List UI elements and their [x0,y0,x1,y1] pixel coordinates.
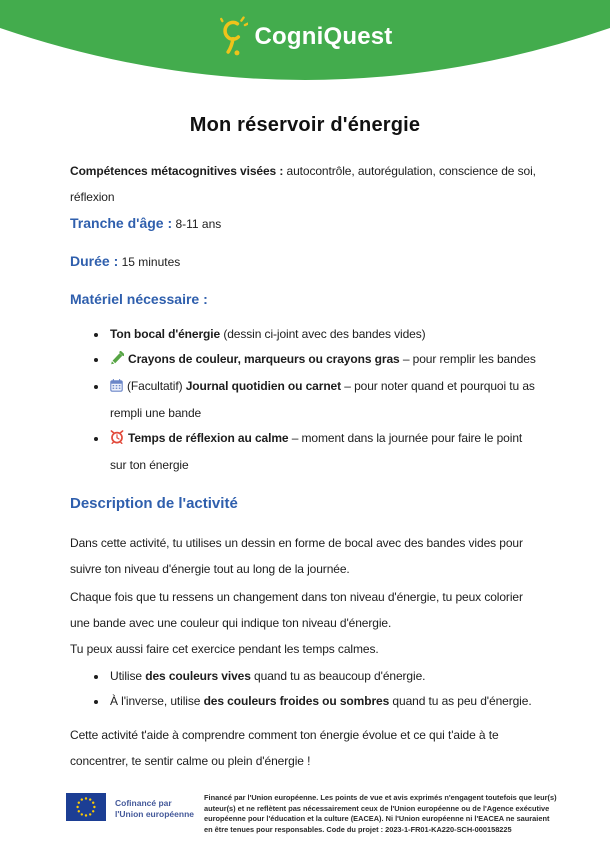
description-paragraph-2b: Tu peux aussi faire cet exercice pendant les temps calmes. [70,642,379,656]
tip-pre: Utilise [110,669,146,683]
material-item-journal [108,374,540,426]
disclaimer-text: Financé par l'Union européenne. Les points de vue et avis exprimés n'engagent toutefois que leur(s) auteur(s) et ne reflètent pas nécessairement ceux de l'Union européenne ou de l'Agence exécutive européenne pour l'éducation et la culture (EACEA). Ni l'Union européenne ni l'EACEA ne sauraient en être tenues pour responsables. Code du projet : 2023-1-FR01-KA220-SCH-000158225 [204,793,557,834]
age-value: 8-11 ans [172,217,222,231]
duration-line [70,249,540,274]
tip-bright-colors [108,664,540,689]
tip-pre: À l'inverse, utilise [110,694,204,708]
eu-funding-footer [66,793,560,835]
description-paragraph-2a: Chaque fois que tu ressens un changement dans ton niveau d'énergie, tu peux colorier une bande avec une couleur qui indique ton niveau d'énergie. [70,590,523,630]
material-item-rest: – pour noter quand et pourquoi tu as rempli une bande [110,379,535,420]
material-item-pre: (Facultatif) [127,379,186,393]
tip-bold: des couleurs vives [145,669,251,683]
material-item-reflection [108,426,540,478]
page-title: Mon réservoir d'énergie [189,114,421,136]
age-line [70,211,540,236]
age-label: Tranche d'âge : [70,215,173,231]
competences-label: Compétences métacognitives visées : [70,164,284,178]
crayon-icon [110,349,124,374]
eu-flag-icon [66,793,106,821]
competences-value: autocontrôle, autorégulation, conscience de soi, réflexion [70,164,536,204]
tip-bold: des couleurs froides ou sombres [203,694,390,708]
material-item-rest: (dessin ci-joint avec des bandes vides) [220,327,426,341]
cofinance-line1: Cofinancé par [115,798,172,808]
brand-name: CogniQuest [254,23,393,50]
cofinance-line2: l'Union européenne [115,809,194,819]
materials-heading: Matériel nécessaire : [70,291,208,307]
alarm-clock-icon [110,428,124,453]
material-item-crayons [108,347,540,374]
materials-list [70,322,540,478]
duration-label: Durée : [70,253,119,269]
closing-paragraph: Cette activité t'aide à comprendre comment ton énergie évolue et ce qui t'aide à te concentrer, te sentir calme ou plein d'énergie ! [70,728,499,768]
description-paragraph-1: Dans cette activité, tu utilises un dessin en forme de bocal avec des bandes vides pour suivre ton niveau d'énergie tout au long de la journée. [70,536,523,576]
material-item-bold: Ton bocal d'énergie [110,327,221,341]
material-item-bold: Crayons de couleur, marqueurs ou crayons gras [128,352,400,366]
description-heading: Description de l'activité [70,495,238,512]
duration-value: 15 minutes [118,255,181,269]
material-item-jar [108,322,540,347]
tip-dark-colors [108,689,540,714]
color-tips-list [70,664,540,714]
material-item-rest: – moment dans la journée pour faire le point sur ton énergie [110,431,523,472]
cofinance-text [115,798,194,820]
document-body [70,0,540,774]
description-paragraph-2 [70,584,540,662]
material-item-bold: Temps de réflexion au calme [128,431,289,445]
materials-heading-line [70,287,540,312]
calendar-icon [110,376,123,401]
material-item-bold: Journal quotidien ou carnet [185,379,342,393]
tip-post: quand tu as beaucoup d'énergie. [250,669,426,683]
material-item-rest: – pour remplir les bandes [399,352,536,366]
competences-paragraph [70,158,540,210]
tip-post: quand tu as peu d'énergie. [389,694,532,708]
